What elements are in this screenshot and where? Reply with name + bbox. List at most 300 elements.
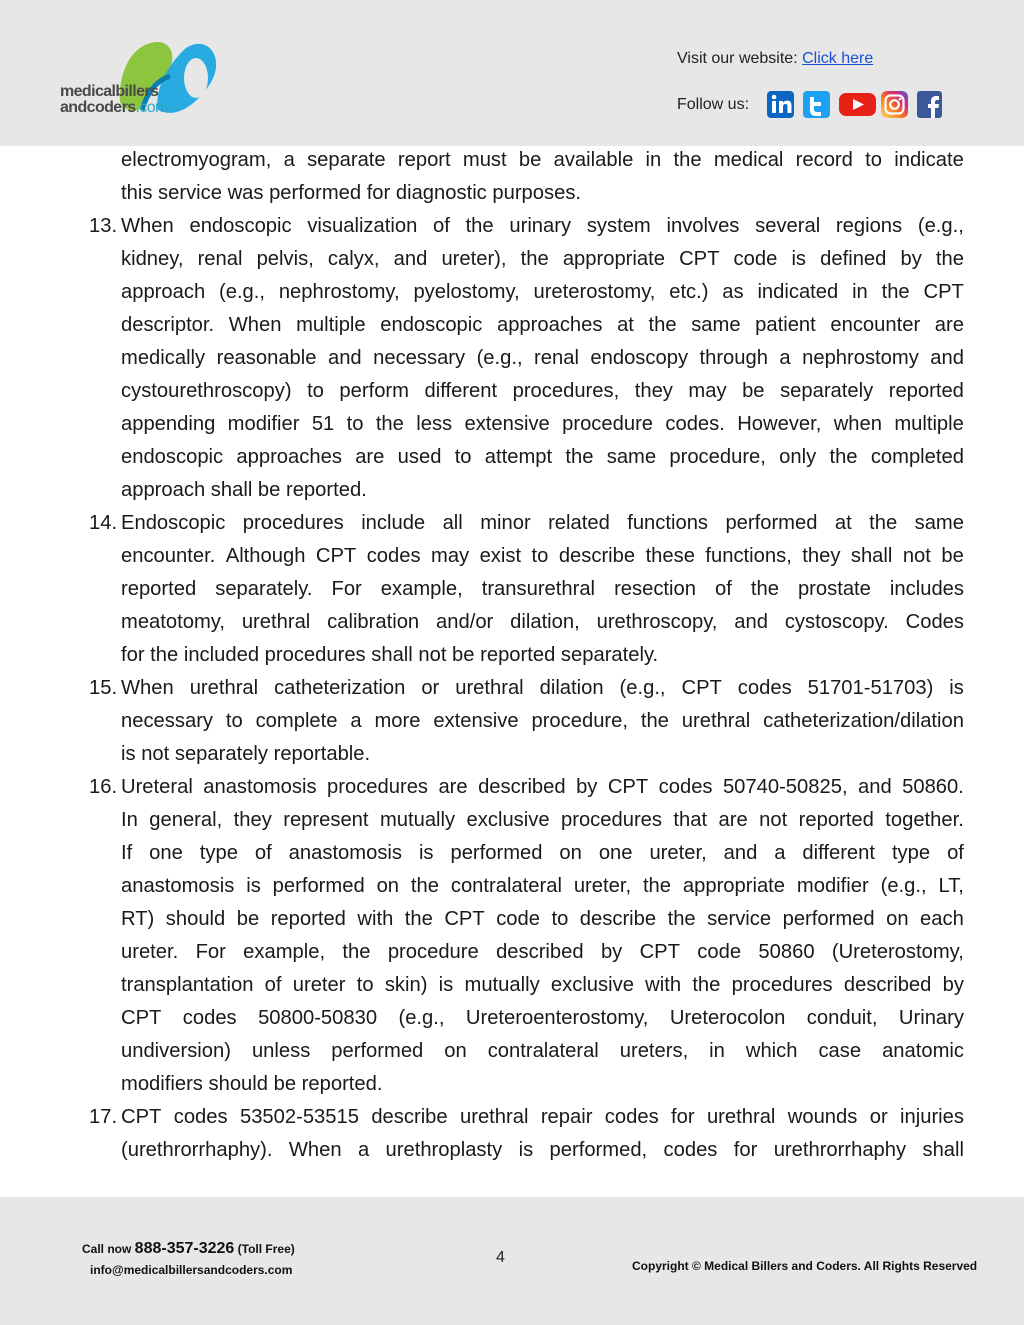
body-line [86,177,964,210]
word: code [697,941,742,963]
website-link[interactable]: Click here [802,50,874,67]
word: a [779,347,791,369]
word: shall [850,545,893,567]
word: is [791,248,807,270]
call-now-label: Call now [82,1242,135,1256]
word: patient [755,314,816,336]
word: reported [888,380,964,402]
body-line-text [121,276,964,309]
word: together. [885,809,964,831]
word: described [843,974,932,996]
word: ureter, [649,842,707,864]
word: is [518,1139,534,1161]
word: be [236,908,260,930]
word: codes [658,776,713,798]
word: several [755,215,821,237]
word: or [421,677,440,699]
body-line-text [121,804,964,837]
body-line-text [121,210,964,243]
body-line [86,804,964,837]
word: renal [534,347,579,369]
word: the [375,413,404,435]
word: the [410,875,439,897]
word: CPT [444,908,485,930]
word: which [745,1040,798,1062]
word: codes [604,1106,659,1128]
linkedin-icon[interactable] [767,91,794,118]
logo-wordmark [60,84,168,116]
toll-free-label: (Toll Free) [234,1242,295,1256]
word: be [941,545,964,567]
body-line [86,1035,964,1068]
word: indicated [757,281,839,303]
word: injuries [900,1106,964,1128]
word: involves [666,215,740,237]
word: on [444,1040,467,1062]
body-line [86,540,964,573]
body-line-text [121,573,964,606]
word: and [858,776,892,798]
word: (e.g., [398,1007,445,1029]
word: However, [737,413,822,435]
word: Codes [905,611,964,633]
body-line-text [121,375,964,408]
body-line [86,1002,964,1035]
phone-number[interactable]: 888-357-3226 [134,1240,235,1257]
word: separately [780,380,874,402]
word: only [779,446,817,468]
body-line [86,1068,964,1101]
word: is [418,842,434,864]
body-line-text: this service was performed for diagnostic purposes. [121,182,582,204]
word: urethral [455,677,524,699]
word: less [416,413,453,435]
website-visit [677,50,873,68]
word: For [331,578,362,600]
word: for [733,1139,758,1161]
word: medically [121,347,206,369]
body-line-text [121,540,964,573]
word: (e.g., [880,875,927,897]
word: the [640,710,669,732]
word: the [465,215,494,237]
word: If [121,842,133,864]
word: described [496,941,584,963]
word: 50740-50825, [722,776,848,798]
word: prostate [797,578,871,600]
word: record [795,149,853,171]
word: meatotomy, [121,611,225,633]
word: procedures [561,809,662,831]
word: to [346,413,364,435]
word: (e.g., [917,215,964,237]
company-logo[interactable] [58,40,228,124]
word: describe [558,545,636,567]
word: case [818,1040,862,1062]
word: used [397,446,442,468]
word: renal [197,248,243,270]
word: the [404,908,433,930]
word: endoscopy [590,347,689,369]
word: at [617,314,634,336]
word: when [833,413,882,435]
word: performed [725,512,818,534]
word: dilation, [510,611,580,633]
word: same [691,314,741,336]
body-line [86,705,964,738]
body-line [86,441,964,474]
word: and [930,347,964,369]
body-line-text [121,969,964,1002]
word: performed [782,908,875,930]
body-line-text [121,507,964,540]
word: and [723,842,758,864]
word: may [688,380,727,402]
word: performed [450,842,543,864]
word: Endoscopic [121,512,226,534]
body-line-text [121,606,964,639]
word: or [869,1106,888,1128]
word: with [645,974,682,996]
word: to [307,380,324,402]
word: cystoscopy. [784,611,889,633]
word: through [699,347,768,369]
word: reported [121,578,197,600]
word: report [397,149,451,171]
word: is [246,875,261,897]
body-line [86,639,964,672]
word: general, [149,809,223,831]
word: the [881,281,910,303]
word: and [393,248,428,270]
body-line [86,1134,964,1167]
word: of [433,215,450,237]
word: in [852,281,868,303]
body-line [86,507,964,540]
word: represent [283,809,369,831]
word: code [496,908,540,930]
word: to [356,974,374,996]
body-line-text [121,837,964,870]
word: (Ureterostomy, [831,941,964,963]
body-line [86,837,964,870]
word: type [891,842,931,864]
word: system [586,215,651,237]
word: encounter [830,314,921,336]
word: be [518,149,542,171]
word: CPT [681,677,722,699]
body-line [86,606,964,639]
word: transurethral [481,578,596,600]
instagram-icon[interactable] [881,91,908,118]
word: attempt [484,446,553,468]
word: codes [663,1139,718,1161]
word: codes [182,1007,237,1029]
word: wounds [787,1106,858,1128]
word: transplantation [121,974,254,996]
word: as [722,281,744,303]
word: (e.g., [219,281,266,303]
word: for [671,1106,695,1128]
word: not [902,545,931,567]
word: necessary [373,347,466,369]
word: describe [371,1106,448,1128]
word: CPT [315,545,357,567]
word: (e.g., [476,347,523,369]
word: on [886,908,909,930]
word: mutually [379,809,456,831]
word: urethral [681,710,751,732]
word: defined [820,248,887,270]
contact-email[interactable]: info@medicalbillersandcoders.com [90,1263,293,1277]
body-line-text [121,408,964,441]
word: modifier [796,875,869,897]
word: are [934,314,964,336]
word: perform [339,380,409,402]
page-number: 4 [496,1249,505,1266]
word: kidney, [121,248,184,270]
word: ureters, [619,1040,689,1062]
word: one [149,842,183,864]
word: completed [870,446,964,468]
word: in [709,1040,725,1062]
list-number: 13. [89,215,118,237]
word: urethral [706,1106,776,1128]
word: reported [798,809,874,831]
word: ureter), [441,248,507,270]
word: more [374,710,421,732]
word: CPT [121,1007,162,1029]
word: is [949,677,964,699]
word: service [707,908,772,930]
word: anastomosis [121,875,235,897]
word: codes [366,545,421,567]
word: encounter. [121,545,216,567]
word: approaches [236,446,342,468]
body-line-text [121,342,964,375]
word: of [254,842,272,864]
word: endoscopic [121,446,224,468]
word: these [645,545,695,567]
body-line-text [121,309,964,342]
word: the [829,446,858,468]
list-number: 14. [89,512,118,534]
word: type [199,842,238,864]
word: separate [307,149,386,171]
youtube-icon[interactable] [839,91,876,118]
word: 50860. [902,776,964,798]
word: ureter, [573,875,632,897]
word: urethral [189,677,259,699]
word: When [288,1139,342,1161]
word: that [673,809,708,831]
list-number: 15. [89,677,118,699]
word: Ureteroenterostomy, [465,1007,649,1029]
word: procedure, [531,710,628,732]
word: exclusive [550,974,634,996]
word: undiversion) [121,1040,231,1062]
twitter-icon[interactable] [803,91,830,118]
word: LT, [938,875,964,897]
word: complete [255,710,338,732]
document-body [86,144,964,1167]
word: a [283,149,295,171]
word: indicate [894,149,964,171]
word: a [357,1139,370,1161]
word: may [431,545,470,567]
word: to [531,545,549,567]
word: performed [331,1040,424,1062]
word: resection [614,578,696,600]
word: the [520,248,549,270]
word: unless [251,1040,311,1062]
word: approach [121,281,206,303]
word: of [264,974,282,996]
word: by [600,941,623,963]
word: urethrorrhaphy [773,1139,907,1161]
body-line-text [121,441,964,474]
word: by [900,248,922,270]
word: Urinary [898,1007,964,1029]
word: procedures [327,776,429,798]
word: catheterization [274,677,406,699]
body-line [86,408,964,441]
word: CPT [923,281,964,303]
word: same [914,512,964,534]
word: anastomosis [288,842,402,864]
word: etc.) [669,281,709,303]
word: the [667,908,696,930]
word: shall [922,1139,964,1161]
word: includes [889,578,964,600]
word: urethroscopy, [596,611,718,633]
word: by [576,776,598,798]
body-line-text [121,672,964,705]
word: procedures, [512,380,620,402]
facebook-icon[interactable] [917,91,942,118]
word: same [606,446,657,468]
word: the [750,578,779,600]
body-line [86,309,964,342]
word: to [225,710,243,732]
word: appending [121,413,216,435]
word: approaches [496,314,603,336]
word: and [734,611,768,633]
word: and/or [436,611,494,633]
word: the [342,941,371,963]
word: nephrostomy, [278,281,400,303]
word: all [442,512,463,534]
logo-domain: .com [135,99,168,116]
word: are [718,809,748,831]
word: on [559,842,582,864]
word: ureter [292,974,346,996]
logo-line-1: medicalbillers [60,83,159,100]
body-line-text [121,1134,964,1167]
word: calibration [327,611,420,633]
word: performed [272,875,365,897]
body-line-text [121,1035,964,1068]
word: with [357,908,394,930]
logo-line-2: andcoders [60,99,136,116]
word: of [715,578,732,600]
word: procedures [242,512,344,534]
word: example, [243,941,326,963]
word: of [947,842,964,864]
word: each [920,908,964,930]
body-line [86,210,964,243]
body-line-text [121,705,964,738]
word: 51701-51703) [807,677,934,699]
body-line-text [121,936,964,969]
word: 50860 [758,941,815,963]
word: urethral [241,611,311,633]
word: visualization [307,215,418,237]
word: reported [270,908,346,930]
word: they [233,809,272,831]
word: urinary [509,215,572,237]
body-line-text [121,243,964,276]
word: functions [627,512,709,534]
word: medical [713,149,784,171]
body-line [86,243,964,276]
body-line [86,903,964,936]
word: reasonable [216,347,317,369]
word: ureterostomy, [533,281,656,303]
body-line [86,1101,964,1134]
word: described [478,776,566,798]
word: appropriate [562,248,665,270]
word: exclusive [466,809,550,831]
word: procedure, [669,446,766,468]
word: For [195,941,226,963]
body-line [86,738,964,771]
word: RT) [121,908,155,930]
word: include [361,512,426,534]
word: in [645,149,662,171]
word: on [376,875,400,897]
word: not [759,809,788,831]
word: pelvis, [256,248,314,270]
body-line [86,276,964,309]
word: necessary [121,710,214,732]
word: the [565,446,594,468]
word: anastomosis [203,776,317,798]
word: the [642,875,672,897]
word: cystourethroscopy) [121,380,292,402]
word: Although [225,545,306,567]
word: minor [480,512,531,534]
word: separately. [215,578,313,600]
word: to [551,908,569,930]
body-line-text: for the included procedures shall not be reported separately. [121,644,659,666]
word: exist [479,545,522,567]
word: is [438,974,454,996]
word: the [869,512,898,534]
word: performed, [549,1139,648,1161]
body-line-text: is not separately reportable. [121,743,371,765]
word: CPT [121,1106,162,1128]
word: by [942,974,964,996]
body-line [86,771,964,804]
word: they [802,545,841,567]
word: should [165,908,226,930]
word: contralateral [487,1040,599,1062]
word: extensive [464,413,550,435]
word: describe [579,908,657,930]
body-line [86,144,964,177]
word: electromyogram, [121,149,272,171]
